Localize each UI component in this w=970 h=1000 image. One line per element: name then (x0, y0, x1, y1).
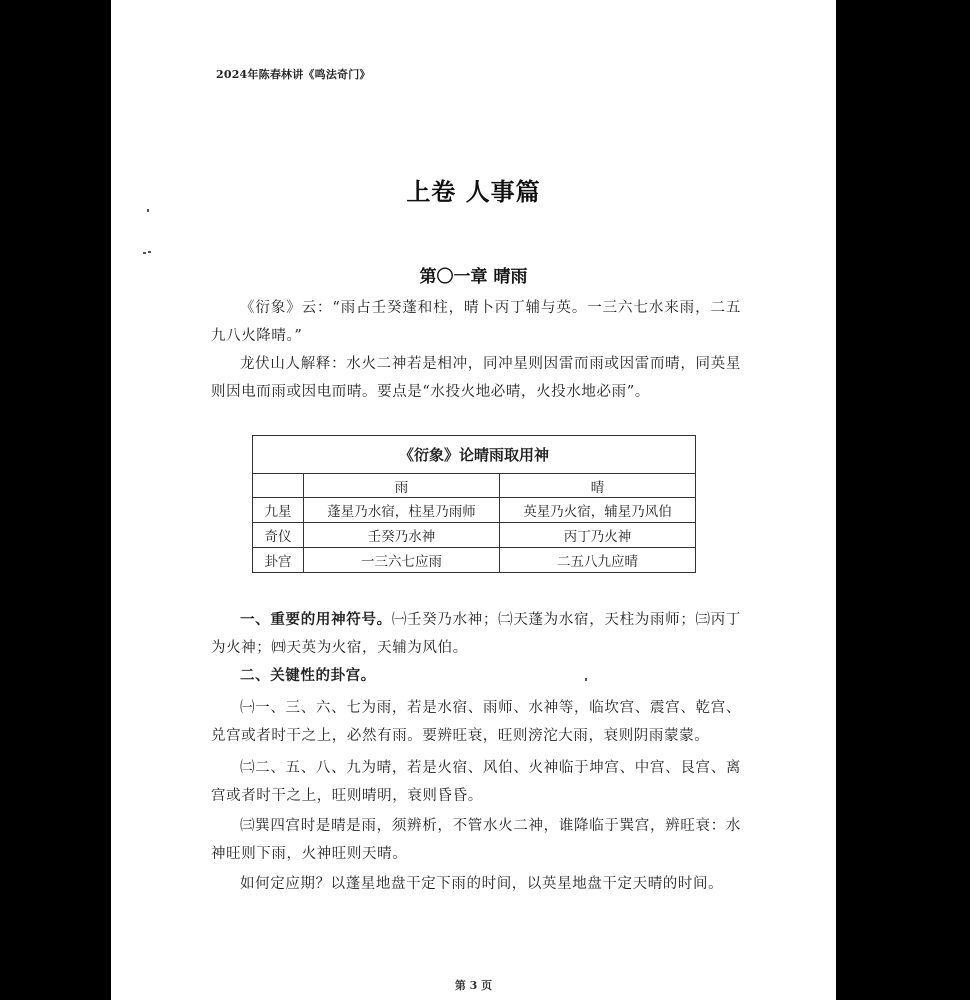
table-header-clear: 晴 (500, 474, 696, 498)
scan-speck (148, 251, 151, 253)
paragraph-key-symbols (211, 606, 741, 662)
table-cell-clear: 丙丁乃火神 (500, 523, 696, 548)
section-title: 上卷 人事篇 (406, 177, 541, 206)
paragraph-rain-palaces: ㈠一、三、六、七为雨，若是水宿、雨师、水神等，临坎宫、震宫、乾宫、兑宫或者时干之上，必然有雨。要辨旺衰，旺则滂沱大雨，衰则阴雨蒙蒙。 (211, 700, 741, 744)
chapter-title: 第〇一章 晴雨 (419, 267, 528, 287)
paragraph-clear-palaces: ㈡二、五、八、九为晴，若是火宿、风伯、火神临于坤宫、中宫、艮宫、离宫或者时干之上，旺则晴明，衰则昏昏。 (211, 760, 741, 804)
running-header: 2024年陈春林讲《鸣法奇门》 (216, 68, 371, 81)
document-page (111, 0, 836, 1000)
table-row (253, 548, 696, 573)
table-header-row (253, 474, 696, 498)
table-header-rain: 雨 (304, 474, 500, 498)
paragraph-body: ㈠壬癸乃水神；㈡天蓬为水宿，天柱为雨师；㈢丙丁为火神；㈣天英为火宿，天辅为风伯。 (211, 612, 741, 656)
table-row-label: 奇仪 (253, 523, 304, 548)
paragraph-explanation: 龙伏山人解释：水火二神若是相冲，同冲星则因雷而雨或因雷而晴，同英星则因电而雨或因电而晴。要点是“水投火地必晴，火投水地必雨”。 (211, 356, 741, 400)
paragraph-xun-palace: ㈢巽四宫时是晴是雨，须辨析，不管水火二神，谁降临于巽宫，辨旺衰：水神旺则下雨，火神旺则天晴。 (211, 818, 741, 862)
table-cell-rain: 蓬星乃水宿，柱星乃雨师 (304, 498, 500, 523)
table-row-label: 九星 (253, 498, 304, 523)
table-row (253, 498, 696, 523)
paragraph-key-palaces-heading: 二、关键性的卦宫。 (240, 667, 376, 684)
table-caption: 《衍象》论晴雨取用神 (253, 436, 696, 474)
scan-speck (147, 209, 149, 212)
table-header-blank (253, 474, 304, 498)
paragraph-timing: 如何定应期？以蓬星地盘干定下雨的时间，以英星地盘干定天晴的时间。 (240, 876, 724, 892)
table-cell-clear: 英星乃火宿，辅星乃风伯 (500, 498, 696, 523)
paragraph-lead: 一、重要的用神符号。 (240, 611, 392, 628)
reference-table-container (252, 435, 696, 573)
table-row-label: 卦宫 (253, 548, 304, 573)
page-number: 第 3 页 (454, 979, 493, 992)
table-row (253, 523, 696, 548)
scan-speck (143, 252, 146, 254)
table-cell-rain: 壬癸乃水神 (304, 523, 500, 548)
reference-table (252, 435, 696, 573)
paragraph-quote: 《衍象》云：“雨占壬癸蓬和柱，晴卜丙丁辅与英。一三六七水来雨，二五九八火降晴。” (211, 300, 741, 344)
table-cell-rain: 一三六七应雨 (304, 548, 500, 573)
scan-speck (585, 678, 587, 681)
table-cell-clear: 二五八九应晴 (500, 548, 696, 573)
